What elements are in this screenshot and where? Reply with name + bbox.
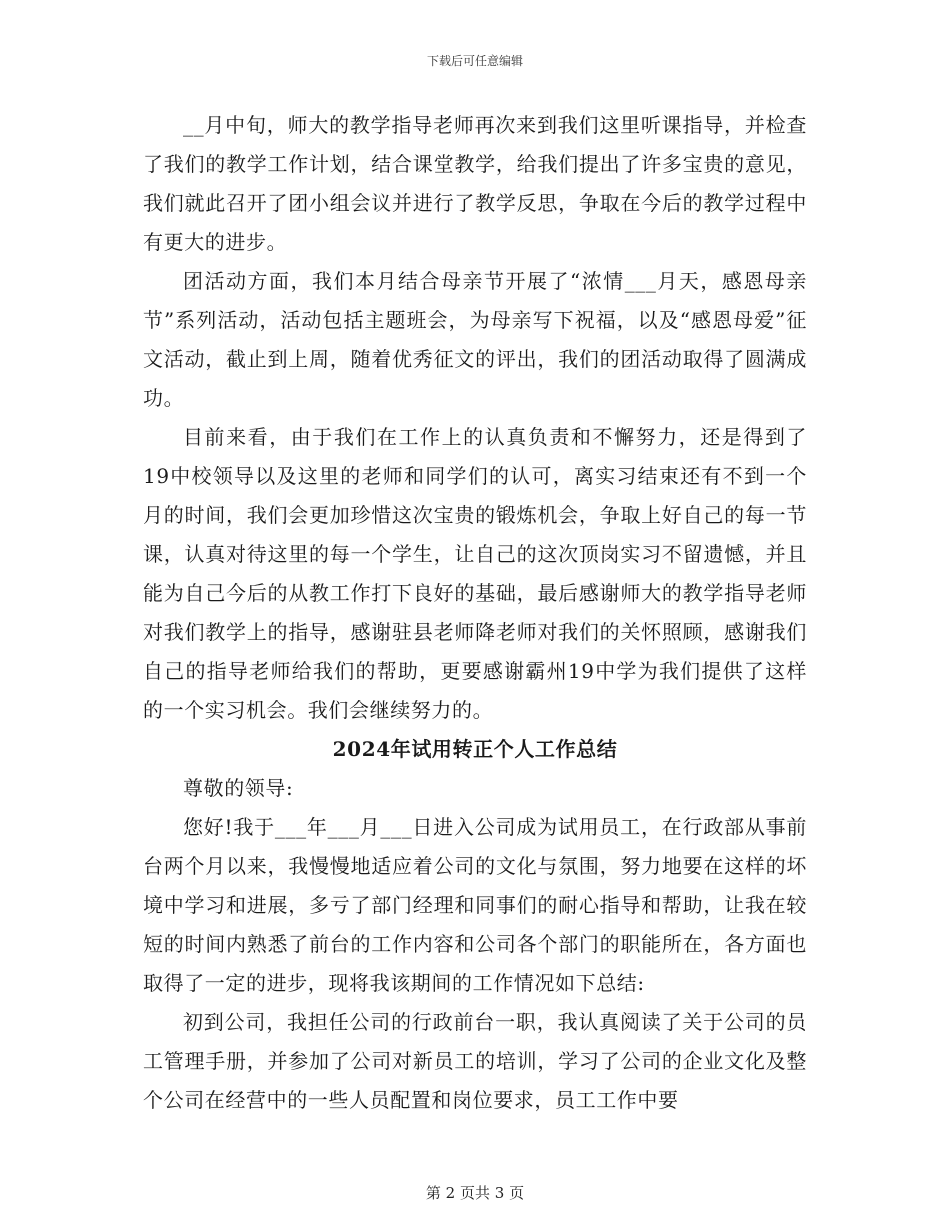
paragraph-greeting-intro: 您好!我于___年___月___日进入公司成为试用员工，在行政部从事前台两个月以来，我慢慢地适应着公司的文化与氛围，努力地要在这样的坏境中学习和进展，多亏了部门经理和同事们的耐心指导和帮助，让我在较短的时间内熟悉了前台的工作内容和公司各个部门的职能所在，各方面也取得了一定的进步，现将我该期间的工作情况如下总结: (143, 815, 807, 995)
page-header: 下载后可任意编辑 (426, 54, 523, 68)
page-footer: 第 2 页共 3 页 (425, 1184, 525, 1202)
paragraph-group-activity: 团活动方面，我们本月结合母亲节开展了“浓情___月天，感恩母亲节”系列活动，活动包括主题班会，为母亲写下祝福，以及“感恩母爱”征文活动，截止到上周，随着优秀征文的评出，我们的团活动取得了圆满成功。 (143, 269, 807, 410)
paragraph-salutation: 尊敬的领导: (183, 776, 294, 800)
section-title: 2024年试用转正个人工作总结 (332, 737, 618, 761)
document-body (143, 106, 807, 1120)
paragraph-internship-summary: 目前来看，由于我们在工作上的认真负责和不懈努力，还是得到了19中校领导以及这里的老师和同学们的认可，离实习结束还有不到一个月的时间，我们会更加珍惜这次宝贵的锻炼机会，争取上好自己的每一节课，认真对待这里的每一个学生，让自己的这次顶岗实习不留遗憾，并且能为自己今后的从教工作打下良好的基础，最后感谢师大的教学指导老师对我们教学上的指导，感谢驻县老师降老师对我们的关怀照顾，感谢我们自己的指导老师给我们的帮助，更要感谢霸州19中学为我们提供了这样的一个实习机会。我们会继续努力的。 (143, 425, 807, 722)
paragraph-guidance-visit: __月中旬，师大的教学指导老师再次来到我们这里听课指导，并检查了我们的教学工作计划，结合课堂教学，给我们提出了许多宝贵的意见，我们就此召开了团小组会议并进行了教学反思，争取在今后的教学过程中有更大的进步。 (143, 113, 807, 254)
paragraph-onboarding: 初到公司，我担任公司的行政前台一职，我认真阅读了关于公司的员工管理手册，并参加了公司对新员工的培训，学习了公司的企业文化及整个公司在经营中的一些人员配置和岗位要求，员工工作中要 (143, 1010, 807, 1112)
